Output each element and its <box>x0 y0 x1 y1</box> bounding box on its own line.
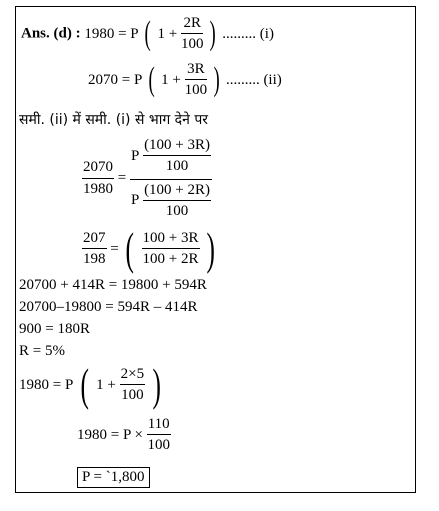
eq2-fraction: $\frac{3R}{100}$ <box>184 61 208 99</box>
step-2: 20700–19800 = 594R – 414R <box>19 299 198 315</box>
division-equation: $\frac{2070}{1980}$ = P $\frac{(100 + 3R)}{100}$ P $\frac{(100 + 2R)}{100}$ <box>83 137 211 219</box>
equation-final: 1980 = P ( 1 + $\frac{2\times 5}{100}$ ) <box>19 359 161 410</box>
eq1-lhs: 1980 = P <box>84 25 139 42</box>
step-1: 20700 + 414R = 19800 + 594R <box>19 277 207 293</box>
eq1-one-plus: 1 + <box>157 25 178 42</box>
eq1-fraction: $\frac{2R}{100}$ <box>180 15 204 53</box>
hindi-instruction: समी. (ii) में समी. (i) से भाग देने पर <box>19 112 209 128</box>
times-fraction: $\frac{110}{100}$ <box>147 416 170 454</box>
step-3: 900 = 180R <box>19 321 90 337</box>
division-left-fraction: $\frac{2070}{1980}$ <box>83 159 113 197</box>
division-right-fraction: P $\frac{(100 + 3R)}{100}$ P $\frac{(100 + 2R)}{100}$ <box>130 137 211 219</box>
equation-2: 2070 = P ( 1 + $\frac{3R}{100}$ ) ......... (ii) <box>88 61 282 99</box>
ratio-right-fraction: $\frac{100 + 3R}{100 + 2R}$ <box>142 229 199 267</box>
step-4: R = 5% <box>19 343 65 359</box>
eq1-tag: ......... (i) <box>222 25 274 42</box>
equation-1: Ans. (d) : 1980 = P ( 1 + $\frac{2R}{100}$ ) ......... (i) <box>21 15 274 53</box>
answer-box: P = `1,800 <box>77 467 150 488</box>
eq2-tag: ......... (ii) <box>225 71 282 88</box>
equation-times: 1980 = P × $\frac{110}{100}$ <box>77 416 170 454</box>
eq2-one-plus: 1 + <box>161 71 181 88</box>
ratio-left-fraction: $\frac{207}{198}$ <box>83 229 106 267</box>
final-answer <box>77 467 150 488</box>
final-fraction: $\frac{2\times 5}{100}$ <box>120 365 145 403</box>
eq2-lhs: 2070 = P <box>88 71 143 88</box>
answer-label: Ans. (d) : <box>21 25 81 42</box>
ratio-equation: $\frac{207}{198}$ = ( $\frac{100 + 3R}{100 + 2R}$ ) <box>83 223 216 274</box>
